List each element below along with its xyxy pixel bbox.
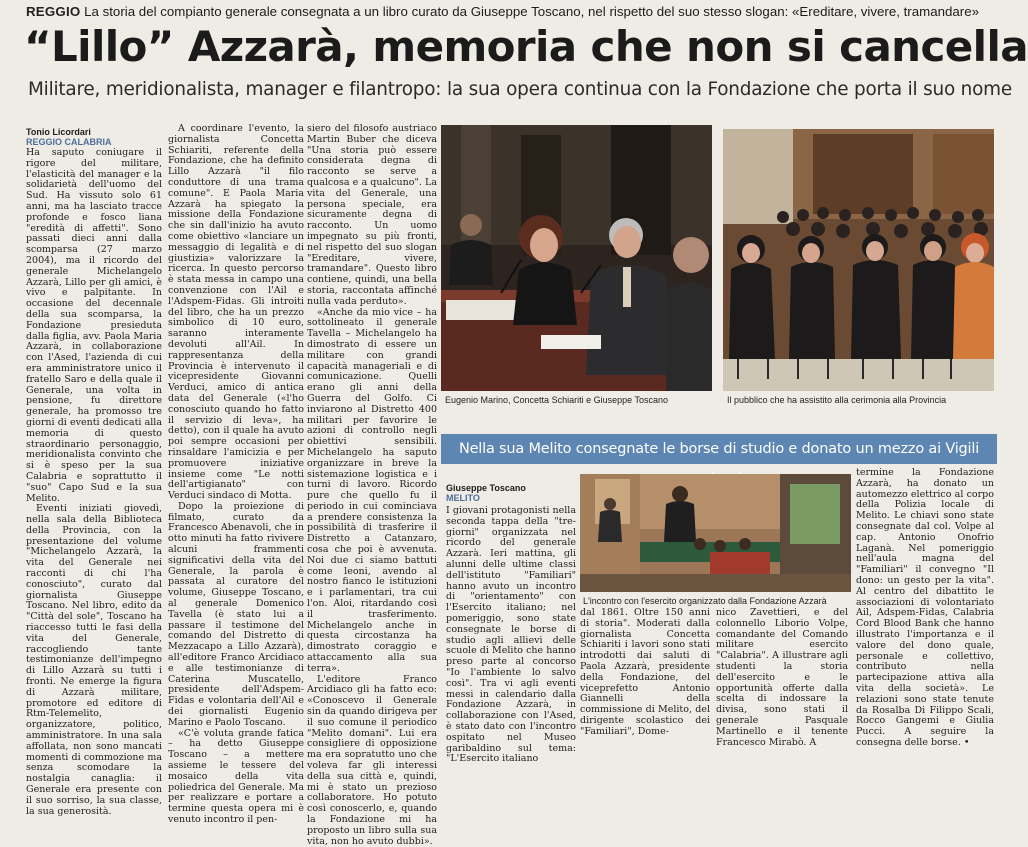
photo-audience (723, 129, 994, 391)
paragraph: siero del filosofo austriaco Martin Buber che diceva "Una storia può essere considerata degna di racconto se serve a qualcosa e a qualcuno". La vita del Generale, una persona speciale, era sicuramente degna di racconto. Un uomo impegnato su più fronti, nel rispetto del suo slogan "Ereditare, vivere, tramandare". Questo libro contiene, quindi, una bella storia, raccontata affinché nulla vada perduto». (307, 123, 437, 307)
secondary-column-1 (446, 505, 576, 765)
byline-author: Tonio Licordari (26, 127, 91, 137)
subheadline: Militare, meridionalista, manager e filantropo: la sua opera continua con la Fondazione che porta il suo nome (28, 79, 1012, 100)
paragraph: Ha saputo coniugare il rigore del militare, l'elasticità del manager e la solidarietà dell'uomo del Sud. Ha vissuto solo 61 anni, ma ha lasciato tracce profonde e fosco liana "eredità di affetti". Sono passati dieci anni dalla scomparsa (27 marzo 2004), ma il ricordo del generale Michelangelo Azzarà, Lillo per gli amici, è vivo e palpitante. In occasione del decennale della sua scomparsa, la Fondazione presieduta dalla figlia, avv. Paola Maria Azzarà, in collaborazione con l'Ased, l'azienda di cui era amministratore unico il fratello Saro e della quale il Generale, una volta in pensione, fu direttore generale, ha promosso tre giorni di eventi dedicati alla memoria di questo straordinario personaggio, meridionalista convinto che si è speso per la sua Calabria e soprattutto il "suo" Capo Sud e la sua Melito. (26, 147, 162, 504)
paragraph: L'editore Franco Arcidiaco gli ha fatto eco: «Conoscevo il Generale sin da quando dirigeva per il suo comune il periodico "Melito domani". Lui era consigliere di opposizione ma era sopratutto uno che voleva far gli interessi della sua città e, quindi, mi è stato un prezioso collaboratore. Ho potuto così conoscerlo, e, quando la Fondazione mi ha proposto un libro sulla sua vita, non ho avuto dubbi». (307, 673, 437, 847)
photo-caption: Il pubblico che ha assistito alla cerimonia alla Provincia (727, 395, 947, 405)
paragraph: «Anche da mio vice – ha sottolineato il generale Tavella – Michelangelo ha dimostrato di essere un militare con grandi capacità manageriali e di comunicazione. Quelli erano gli anni della Guerra del Golfo. Ci inviarono al Distretto 400 militari per favorire le azioni di controllo negli obiettivi sensibili. Michelangelo ha saputo organizzare in breve la sistemazione logistica e i turni di lavoro. Ricordo pure che quello fu il periodo in cui cominciava a prendere consistenza la possibilità di trasferire il Distretto a Catanzaro, cosa che poi è avvenuta. Noi due ci siamo battuti come leoni, avendo al nostro fianco le istituzioni e i parlamentari, tra cui l'on. Aloi, ritardando così il trasferimento. Michelangelo anche in questa circostanza ha dimostrato coraggio e attaccamento alla sua terra». (307, 306, 437, 674)
kicker-label: REGGIO (26, 4, 81, 19)
headline: “Lillo” Azzarà, memoria che non si cancella (24, 22, 1028, 71)
byline (26, 127, 112, 147)
photo-panel-speakers (441, 125, 712, 391)
article-column-2 (168, 123, 304, 825)
paragraph: nico Zavettieri, e del colonnello Liborio Volpe, comandante del Comando militare esercito "Calabria". A illustrare agli studenti la storia dell'esercito e le opportunità offerte dalla scelta di indossare la divisa, sono stati il generale Pasquale Martinello e il tenente Francesco Mirabò. A (716, 607, 848, 748)
paragraph: A coordinare l'evento, la giornalista Concetta Schiariti, referente della Fondazione, che ha definito Lillo Azzarà "il filo conduttore di una trama comune". E Paola Maria Azzarà ha spiegato la missione della Fondazione che sin dall'inizio ha avuto come obiettivo «lanciare un messaggio di legalità e di giustizia» valorizzare la ricerca. In questo percorso è stata messa in campo una convenzione con l'Ail e l'Adspem-Fidas. Gli introiti del libro, che ha un prezzo simbolico di 10 euro, saranno interamente devoluti all'Ail. In rappresentanza della Provincia è intervenuto il vicepresidente Giovanni Verduci, amico di antica data del Generale («l'ho conosciuto quando ho fatto il servizio di leva», ha detto), con il quale ha avuto poi sempre occasioni per rinsaldare l'amicizia e per promuovere iniziative insieme come "Le notti dell'artigianato" con Verduci sindaco di Motta. (168, 123, 304, 502)
kicker (26, 4, 979, 19)
secondary-column-4 (856, 467, 994, 748)
photo-caption: Eugenio Marino, Concetta Schiariti e Giuseppe Toscano (445, 395, 668, 405)
secondary-author: Giuseppe Toscano (446, 483, 526, 493)
secondary-byline (446, 483, 526, 503)
paragraph: Dopo la proiezione di filmato, curato da Francesco Abenavoli, che in otto minuti ha fatto rivivere alcuni frammenti significativi della vita del Generale, la parola è passata al curatore del volume, Giuseppe Toscano, al generale Domenico Tavella (è stato lui a passare il testimone del comando del Distretto di Mezzacapo a Lillo Azzarà), all'editore Franco Arcidiaco e alle testimonianze di Caterina Muscatello, presidente dell'Adspem-Fidas e volontaria dell'Ail e dei giornalisti Eugenio Marino e Paolo Toscano. (168, 500, 304, 728)
secondary-place: MELITO (446, 493, 480, 503)
paragraph: Eventi iniziati giovedì, nella sala della Biblioteca della Provincia, con la presentazione del volume "Michelangelo Azzarà, la vita del Generale nei racconti di chi l'ha conosciuto", curato dal giornalista Giuseppe Toscano. Nel libro, edito da "Città del sole", Toscano ha riaccesso tutti le fasi della vita del Generale, raccogliendo tante testimonianze dell'impegno di Lillo Azzarà su tutti i fronti. Ne emerge la figura di Azzarà militare, promotore ed editore di Rtm-Telemelito, organizzatore, politico, amministratore. In una sala affollata, non sono mancati momenti di commozione ma senza scomodare la nostalgia canaglia: il Generale era presente con il suo sorriso, la sua classe, la sua generosità. (26, 503, 162, 817)
photo-caption: L'incontro con l'esercito organizzato dalla Fondazione Azzarà (583, 596, 827, 606)
section-banner: Nella sua Melito consegnate le borse di studio e donato un mezzo ai Vigili (441, 434, 997, 464)
byline-place: REGGIO CALABRIA (26, 137, 112, 147)
photo-army-meeting (580, 474, 851, 592)
article-column-1 (26, 147, 162, 817)
paragraph: I giovani protagonisti nella seconda tappa della "tre-giorni" organizzata nel ricordo del generale Azzarà. Ieri mattina, gli alunni delle ultime classi dell'istituto "Familiari" hanno avuto un incontro di "orientamento" con l'Esercito italiano; nel pomeriggio, sono state consegnate le borse di studio agli allievi delle scuole di Melito che hanno preso parte al concorso "Io l'ambiente lo salvo così". Tra vi agli eventi messi in calendario dalla Fondazione Azzarà, in collaborazione con l'Ased, è stato dato con l'incontro ospitato nel Museo garibaldino sul tema: "L'Esercito italiano (446, 505, 576, 765)
paragraph: termine la Fondazione Azzarà, ha donato un automezzo elettrico al corpo della Polizia locale di Melito. Le chiavi sono state consegnate dal col. Volpe al cap. Antonio Onofrio Laganà. Nel pomeriggio nell'aula magna del "Familiari" il convegno "Il dono: un gesto per la vita". Al centro del dibattito le associazioni di volontariato Ail, Adspem-Fidas, Calabria Cord Blood Bank che hanno illustrato l'importanza e il valore del dono quale, personale e collettivo, contributo nella partecipazione attiva alla vita della società». Le relazioni sono state tenute da Rosalba Di Filippo Scali, Rocco Gangemi e Giulia Pucci. A seguire la consegna delle borse. • (856, 467, 994, 748)
article-column-3 (307, 123, 437, 847)
kicker-text: La storia del compianto generale consegnata a un libro curato da Giuseppe Toscano, nel rispetto del suo stesso slogan: «Ereditare, vivere, tramandare» (84, 4, 979, 19)
secondary-column-2 (580, 607, 710, 737)
paragraph: «C'è voluta grande fatica – ha detto Giuseppe Toscano – a mettere assieme le tessere del mosaico della vita poliedrica del Generale. Ma per realizzare e portare a termine questa opera mi è venuto incontro il pen- (168, 727, 304, 825)
secondary-column-3 (716, 607, 848, 748)
paragraph: dal 1861. Oltre 150 anni di storia". Moderati dalla giornalista Concetta Schiariti i lavori sono stati introdotti dai saluti di Paola Azzarà, presidente della Fondazione, del viceprefetto Antonio Giannelli della commissione di Melito, del dirigente scolastico dei "Familiari", Dome- (580, 607, 710, 737)
